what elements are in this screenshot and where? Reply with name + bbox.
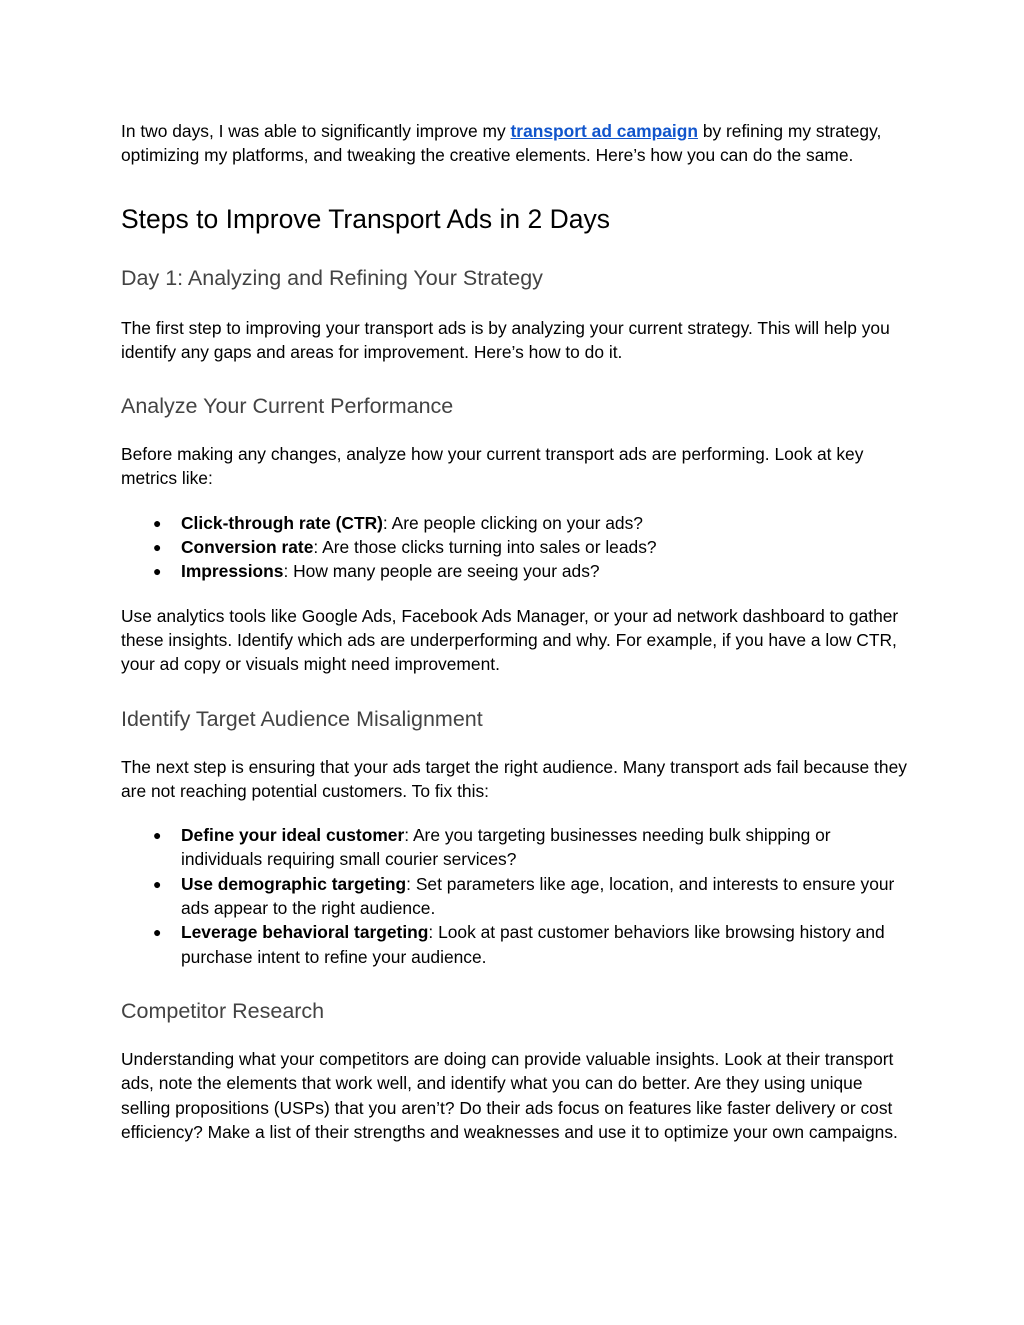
intro-text-before: In two days, I was able to significantly improve my (121, 121, 511, 141)
list-item-term: Define your ideal customer (181, 825, 405, 846)
bullet-icon: ● (153, 875, 162, 892)
list-item-text: : Set parameters like age, location, and interests to ensure your ads appear to the right audience. (181, 873, 895, 919)
analyze-paragraph: Before making any changes, analyze how your current transport ads are performing. Look at key metrics like: (121, 444, 864, 489)
identify-paragraph: The next step is ensuring that your ads target the right audience. Many transport ads fail because they are not reaching potential customers. To fix this: (121, 756, 907, 801)
list-item-text: : Are those clicks turning into sales or leads? (313, 537, 657, 558)
day1-heading: Day 1: Analyzing and Refining Your Strategy (121, 265, 543, 290)
analyze-heading: Analyze Your Current Performance (121, 394, 454, 419)
list-item (121, 511, 911, 535)
list-item (121, 920, 911, 969)
list-item-text: : How many people are seeing your ads? (283, 561, 600, 582)
identify-heading: Identify Target Audience Misalignment (121, 706, 483, 731)
list-item-term: Impressions (181, 561, 284, 582)
list-item-term: Click-through rate (CTR) (181, 512, 383, 533)
competitor-heading: Competitor Research (121, 998, 325, 1023)
list-item-term: Conversion rate (181, 537, 314, 558)
intro-text-after: by refining my strategy, optimizing my platforms, and tweaking the creative elements. Here’s how you can do the same. (121, 121, 882, 166)
bullet-icon: ● (153, 539, 162, 556)
audience-list (121, 823, 911, 969)
analytics-paragraph: Use analytics tools like Google Ads, Facebook Ads Manager, or your ad network dashboard to gather these insights. Identify which ads are underperforming and why. For example, if you have a low CTR, your ad copy or visuals might need improvement. (121, 605, 899, 675)
list-item-text: : Are people clicking on your ads? (382, 512, 643, 533)
bullet-icon: ● (153, 924, 162, 941)
list-item (121, 823, 911, 872)
list-item (121, 872, 911, 921)
bullet-icon: ● (153, 827, 162, 844)
list-item-text: : Are you targeting businesses needing bulk shipping or individuals requiring small courier services? (181, 825, 831, 870)
transport-ad-campaign-link[interactable]: transport ad campaign (510, 121, 698, 141)
day1-paragraph: The first step to improving your transport ads is by analyzing your current strategy. This will help you identify any gaps and areas for improvement. Here’s how to do it. (121, 317, 890, 362)
list-item-term: Use demographic targeting (181, 873, 407, 894)
bullet-icon: ● (153, 563, 162, 580)
bullet-icon: ● (153, 514, 162, 531)
list-item (121, 535, 911, 559)
metrics-list (121, 511, 911, 584)
list-item-term: Leverage behavioral targeting (181, 922, 429, 943)
list-item-text: : Look at past customer behaviors like browsing history and purchase intent to refine your audience. (181, 922, 885, 967)
page-title: Steps to Improve Transport Ads in 2 Days (121, 203, 611, 234)
intro-paragraph (121, 119, 911, 168)
list-item (121, 559, 911, 583)
competitor-paragraph: Understanding what your competitors are doing can provide valuable insights. Look at their transport ads, note the elements that work well, and identify what you can do better. Are they using unique selling propositions (USPs) that you aren’t? Do their ads focus on features like faster delivery or cost efficiency? Make a list of their strengths and weaknesses and use it to optimize your own campaigns. (121, 1048, 898, 1142)
document-page (121, 119, 911, 1144)
